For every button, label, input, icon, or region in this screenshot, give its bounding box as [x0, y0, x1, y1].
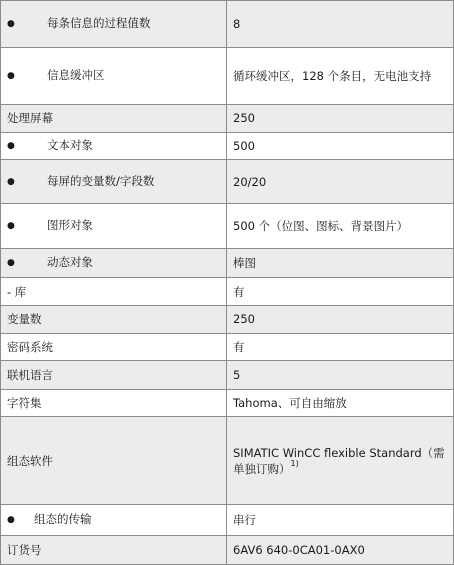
row-value: 250 [227, 305, 454, 333]
table-row [1, 361, 454, 389]
table-row [1, 334, 454, 361]
row-label: ● 动态对象 [1, 249, 227, 278]
row-label: 联机语言 [1, 361, 227, 389]
row-value: 500 个（位图、图标、背景图片） [227, 204, 454, 249]
row-label: 处理屏幕 [1, 105, 227, 132]
row-value: 250 [227, 105, 454, 132]
row-label: 字符集 [1, 389, 227, 416]
bullet-icon: ● [7, 514, 15, 525]
bullet-icon: ● [7, 176, 15, 187]
table-row [1, 105, 454, 132]
table-row [1, 47, 454, 105]
row-value: 棒图 [227, 249, 454, 278]
row-value: 有 [227, 334, 454, 361]
bullet-icon: ● [7, 221, 15, 232]
row-value: Tahoma、可自由缩放 [227, 389, 454, 416]
row-label: - 库 [1, 278, 227, 305]
row-value: 8 [227, 1, 454, 48]
row-value: 5 [227, 361, 454, 389]
table-row [1, 249, 454, 278]
table-row [1, 204, 454, 249]
footnote-mark: 1) [290, 458, 299, 468]
table-row [1, 159, 454, 204]
row-label: ● 每条信息的过程值数 [1, 1, 227, 48]
table-row [1, 132, 454, 159]
row-value: 有 [227, 278, 454, 305]
row-label: ● 图形对象 [1, 204, 227, 249]
row-label: 订货号 [1, 535, 227, 565]
table-row [1, 1, 454, 48]
bullet-icon: ● [7, 140, 15, 151]
row-label: 密码系统 [1, 334, 227, 361]
row-label: 组态软件 [1, 417, 227, 505]
row-value: 500 [227, 132, 454, 159]
row-label: ● 组态的传输 [1, 505, 227, 535]
row-label: 变量数 [1, 305, 227, 333]
row-value: 20/20 [227, 159, 454, 204]
row-label: ● 每屏的变量数/字段数 [1, 159, 227, 204]
row-label: ● 文本对象 [1, 132, 227, 159]
bullet-icon: ● [7, 258, 15, 269]
table-row [1, 278, 454, 305]
table-row [1, 505, 454, 535]
table-row [1, 417, 454, 505]
bullet-icon: ● [7, 18, 15, 29]
bullet-icon: ● [7, 70, 15, 81]
table-row [1, 535, 454, 565]
table-row [1, 389, 454, 416]
table-row [1, 305, 454, 333]
row-value: 6AV6 640-0CA01-0AX0 [227, 535, 454, 565]
row-value: SIMATIC WinCC flexible Standard（需单独订购）$^{1)}$ [227, 417, 454, 505]
row-value: 串行 [227, 505, 454, 535]
row-label: ● 信息缓冲区 [1, 47, 227, 105]
row-value: 循环缓冲区，128 个条目，无电池支持 [227, 47, 454, 105]
